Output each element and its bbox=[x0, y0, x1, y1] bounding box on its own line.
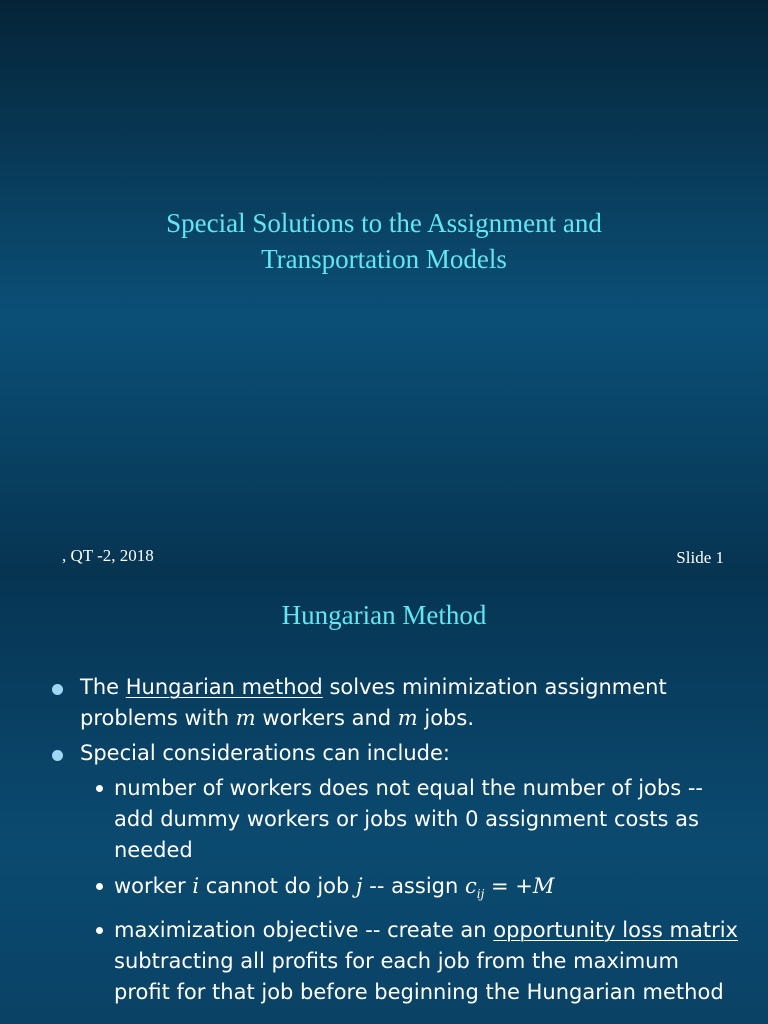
bullet-item: Special considerations can include: bbox=[48, 738, 738, 769]
footer-course: , QT -2, 2018 bbox=[62, 546, 154, 565]
bullet-list bbox=[48, 672, 738, 1013]
bullet-item: The Hungarian method solves minimization assignment problems with m workers and m jobs. bbox=[48, 672, 738, 734]
sub-bullet-item: number of workers does not equal the number of jobs -- add dummy workers or jobs with 0 assignment costs as needed bbox=[48, 773, 738, 866]
sub-bullet-dot-icon bbox=[96, 883, 103, 890]
sub-bullet-dot-icon bbox=[96, 785, 103, 792]
sub-bullet-item: maximization objective -- create an opportunity loss matrix subtracting all profits for each job from the maximum profit for that job before beginning the Hungarian method bbox=[48, 915, 738, 1008]
hungarian-method-link[interactable]: Hungarian method bbox=[125, 675, 323, 699]
opportunity-loss-matrix-link[interactable]: opportunity loss matrix bbox=[493, 918, 738, 943]
slide-number: Slide 1 bbox=[676, 548, 724, 567]
sub-bullet-dot-icon bbox=[96, 927, 103, 934]
bullet-dot-icon bbox=[52, 750, 63, 761]
bullet-dot-icon bbox=[52, 684, 63, 695]
slide-title: Special Solutions to the Assignment and Transportation Models bbox=[166, 208, 602, 274]
slide-heading: Hungarian Method bbox=[281, 600, 487, 630]
sub-bullet-item: worker i cannot do job j -- assign $c_{ij} = +M$ bbox=[48, 871, 738, 910]
